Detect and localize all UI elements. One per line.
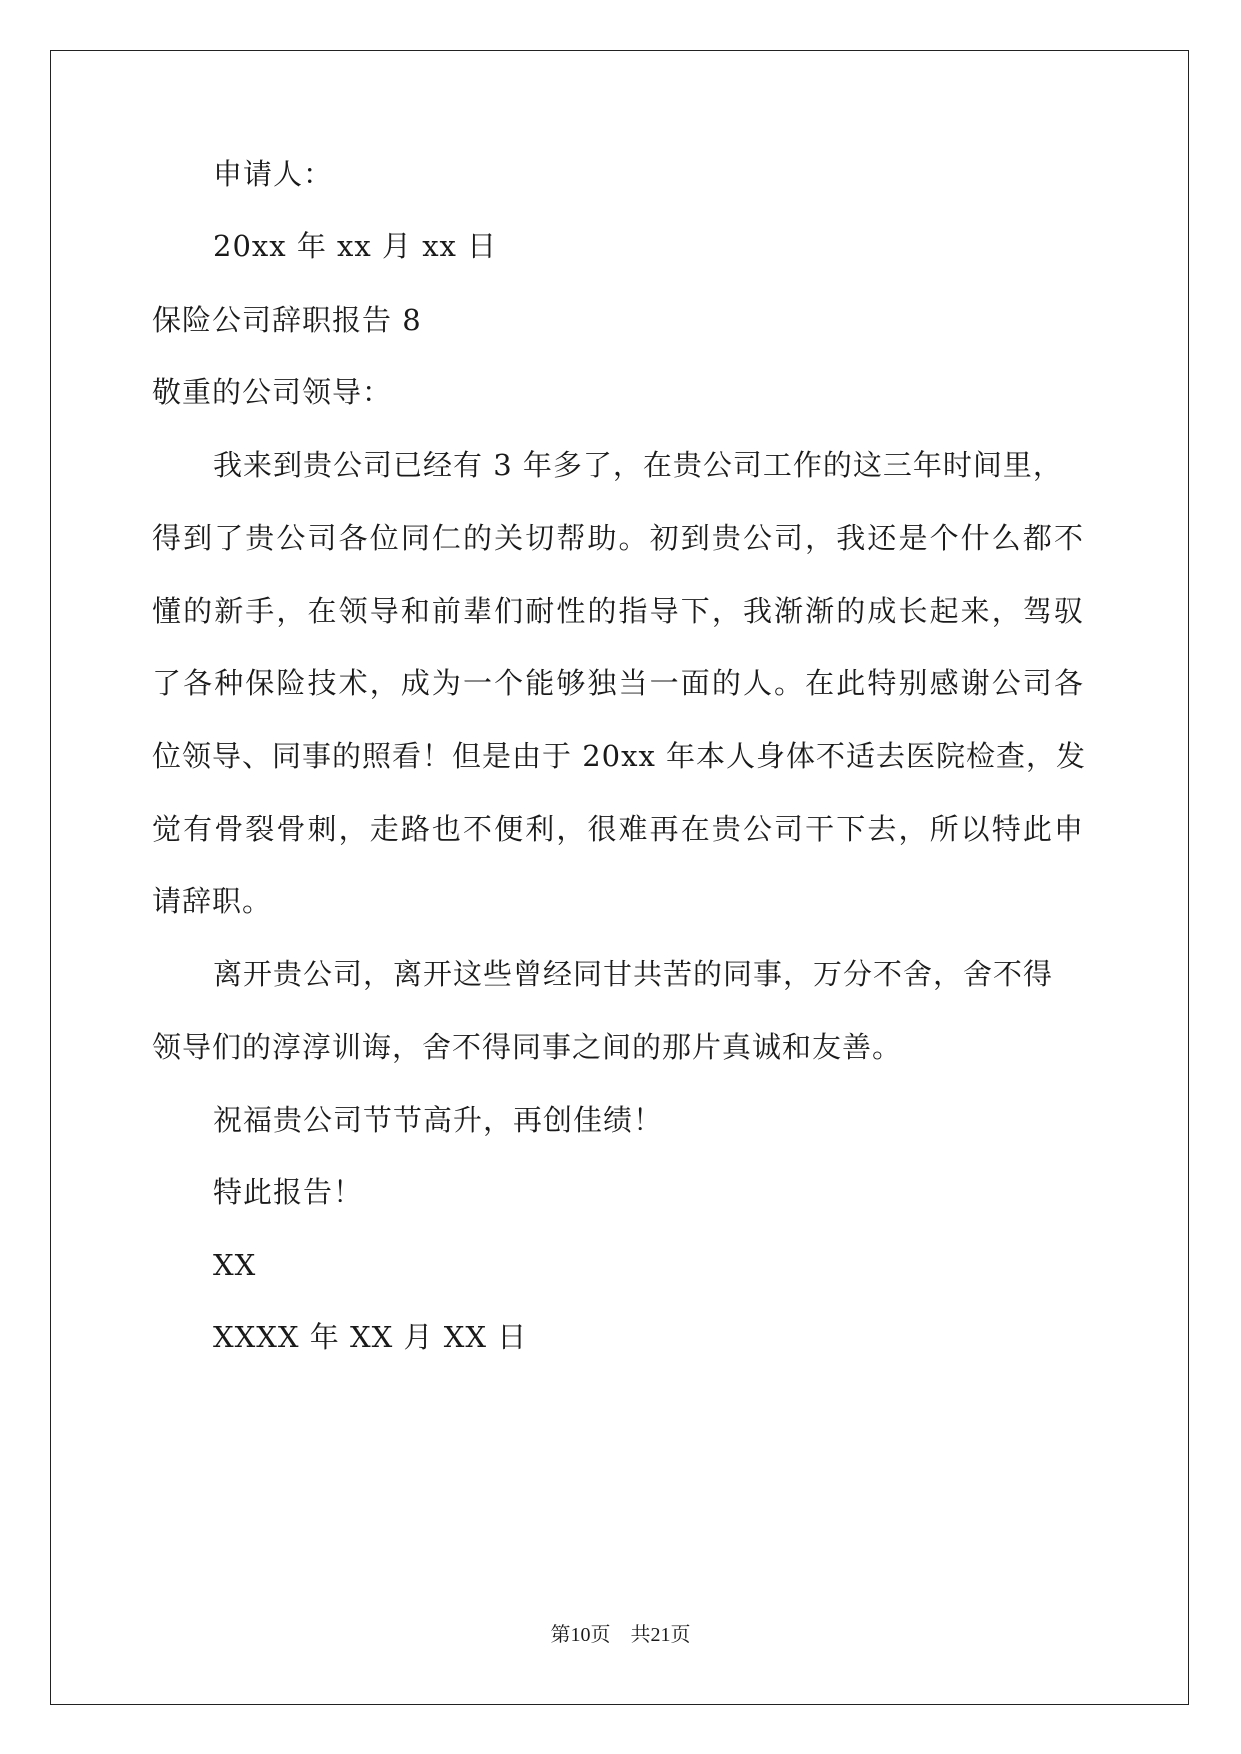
paragraph-1-line-3: 懂的新手，在领导和前辈们耐性的指导下，我渐渐的成长起来，驾驭 xyxy=(152,594,1084,628)
total-page-number: 21 xyxy=(650,1624,671,1646)
footer-prefix: 第 xyxy=(550,1622,571,1646)
date-line: 20xx 年 xx 月 xx 日 xyxy=(213,229,498,263)
footer-suffix: 页 xyxy=(670,1622,691,1646)
page-footer xyxy=(0,1621,1241,1648)
page-border xyxy=(50,50,1189,1705)
paragraph-2-line-2: 领导们的淳淳训诲，舍不得同事之间的那片真诚和友善。 xyxy=(152,1030,903,1064)
wish-line: 祝福贵公司节节高升，再创佳绩！ xyxy=(213,1103,664,1137)
paragraph-1-line-6: 觉有骨裂骨刺，走路也不便利，很难再在贵公司干下去，所以特此申 xyxy=(152,812,1084,846)
salutation: 敬重的公司领导： xyxy=(152,375,393,409)
paragraph-1-line-4: 了各种保险技术，成为一个能够独当一面的人。在此特别感谢公司各 xyxy=(152,666,1084,700)
paragraph-1-line-1: 我来到贵公司已经有 3 年多了，在贵公司工作的这三年时间里， xyxy=(213,448,1063,482)
paragraph-2-line-1: 离开贵公司，离开这些曾经同甘共苦的同事，万分不舍，舍不得 xyxy=(213,957,1054,991)
paragraph-1-line-2: 得到了贵公司各位同仁的关切帮助。初到贵公司，我还是个什么都不 xyxy=(152,521,1084,555)
signature-date-line: XXXX 年 XX 月 XX 日 xyxy=(213,1320,528,1354)
footer-mid: 页 共 xyxy=(590,1622,651,1646)
paragraph-1-line-5: 位领导、同事的照看！但是由于 20xx 年本人身体不适去医院检查，发 xyxy=(152,739,1087,773)
closing-line: 特此报告！ xyxy=(213,1175,364,1209)
paragraph-1-line-7: 请辞职。 xyxy=(152,884,273,918)
current-page-number: 10 xyxy=(570,1624,591,1646)
applicant-line: 申请人： xyxy=(213,157,334,191)
document-title: 保险公司辞职报告 8 xyxy=(152,303,422,337)
signer-line: XX xyxy=(213,1248,257,1282)
